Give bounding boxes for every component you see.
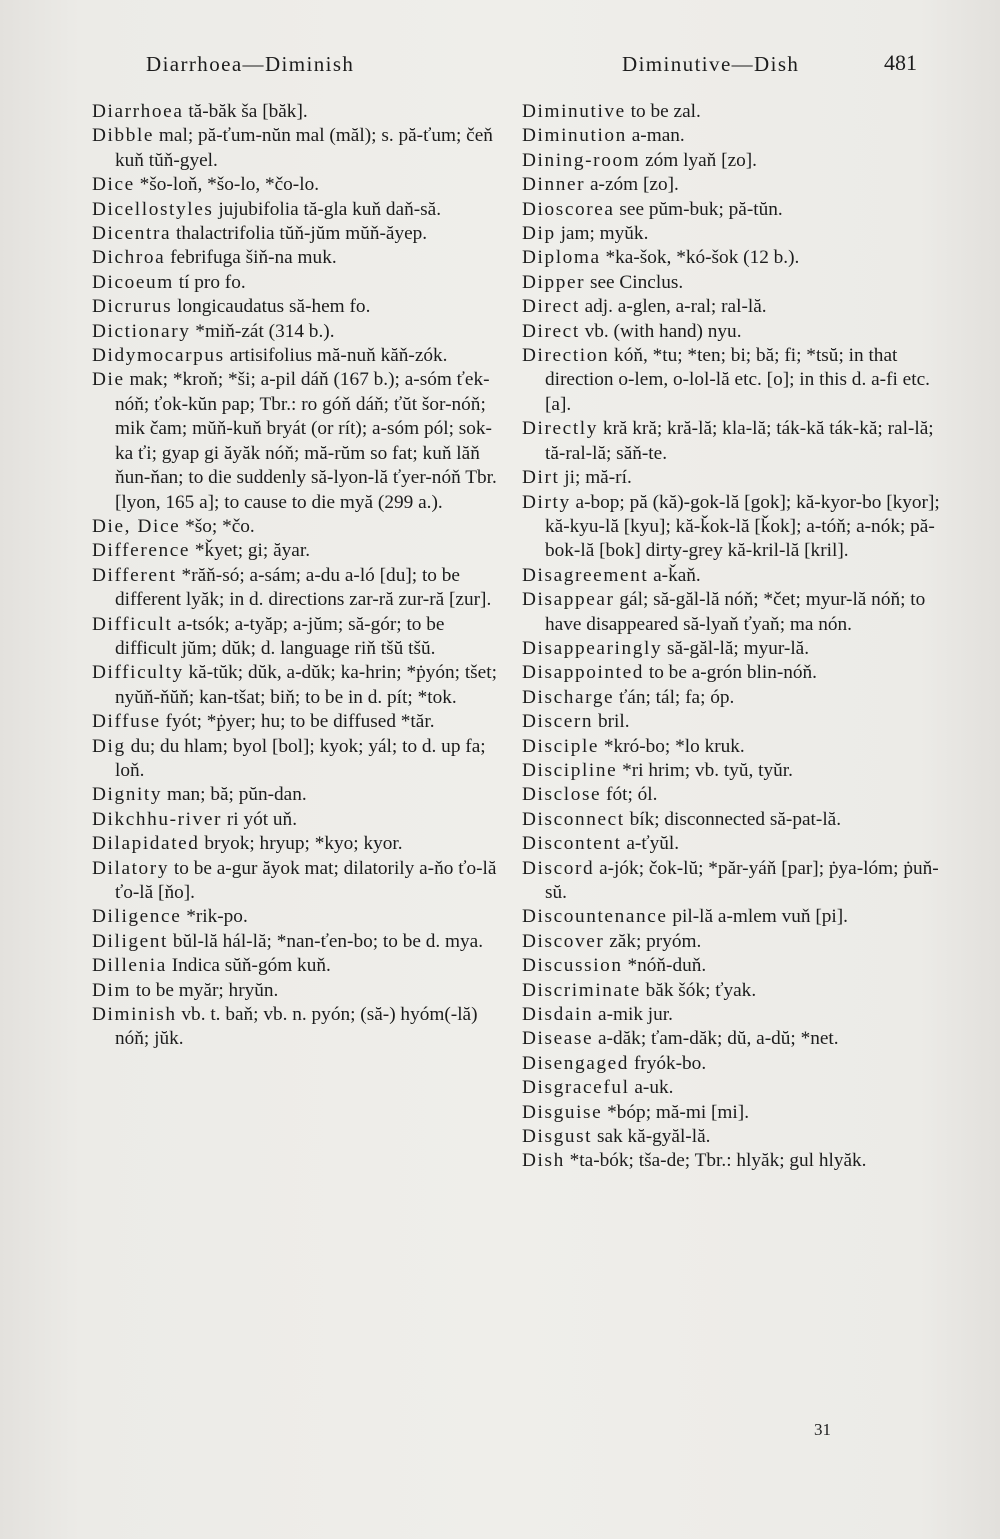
dictionary-entry — [522, 686, 940, 710]
entry-headword: Dignity — [92, 784, 163, 806]
dictionary-entry — [522, 271, 940, 295]
dictionary-entry — [522, 100, 940, 124]
dictionary-entry — [522, 930, 940, 954]
entry-headword: Difficulty — [92, 662, 184, 684]
dictionary-entry — [522, 637, 940, 661]
entry-headword: Dicrurus — [92, 296, 173, 318]
entry-headword: Disappear — [522, 589, 615, 611]
entry-headword: Discriminate — [522, 979, 641, 1001]
dictionary-entry — [92, 832, 502, 856]
signature-mark: 31 — [814, 1420, 831, 1439]
entry-definition: mal; pă-ťum-nŭn mal (măl); s. pă-ťum; čeň kuň tŭň-gyel. — [115, 125, 493, 171]
right-column — [522, 100, 940, 1174]
entry-definition: jujubifolia tă-gla kuň daň-să. — [218, 198, 442, 220]
dictionary-entry — [522, 783, 940, 807]
dictionary-entry — [522, 979, 940, 1003]
entry-headword: Difficult — [92, 613, 173, 635]
entry-headword: Dicentra — [92, 223, 172, 245]
entry-headword: Discharge — [522, 686, 615, 708]
entry-definition: kră kră; kră-lă; kla-lă; ták-kă ták-kă; ral-lă; tă-ral-lă; săň-te. — [545, 418, 934, 464]
entry-definition: *šo-loň, *šo-lo, *čo-lo. — [139, 174, 320, 196]
entry-definition: *šo; *čo. — [185, 515, 255, 537]
entry-headword: Disease — [522, 1028, 594, 1050]
entry-headword: Dip — [522, 223, 556, 245]
entry-headword: Diligent — [92, 930, 168, 952]
entry-definition: pil-lă a-mlem vuň [pi]. — [672, 906, 848, 928]
entry-definition: bŭl-lă hál-lă; *nan-ťen-bo; to be d. mya. — [172, 930, 484, 952]
entry-definition: tă-băk ša [băk]. — [188, 101, 308, 122]
dictionary-entry — [522, 173, 940, 197]
dictionary-entry — [522, 344, 940, 417]
entry-definition: a-dăk; ťam-dăk; dŭ, a-dŭ; *net. — [598, 1028, 839, 1050]
entry-headword: Discover — [522, 930, 605, 952]
dictionary-entry — [92, 295, 502, 319]
dictionary-entry — [522, 905, 940, 929]
entry-definition: see Cinclus. — [589, 271, 684, 293]
entry-definition: zăk; pryóm. — [609, 930, 702, 952]
entry-definition: bryok; hryup; *kyo; kyor. — [204, 833, 403, 855]
dictionary-entry — [92, 783, 502, 807]
dictionary-entry — [92, 1003, 502, 1052]
entry-definition: man; bă; pŭn-dan. — [166, 784, 307, 806]
dictionary-entry — [92, 857, 502, 906]
dictionary-entry — [92, 368, 502, 514]
dictionary-entry — [522, 124, 940, 148]
dictionary-entry — [522, 491, 940, 564]
dictionary-entry — [522, 759, 940, 783]
entry-definition: du; du hlam; byol [bol]; kyok; yál; to d. up fa; loň. — [115, 735, 486, 781]
entry-definition: fyót; *ṗyer; hu; to be diffused *tăr. — [165, 711, 435, 733]
dictionary-entry — [522, 832, 940, 856]
entry-definition: thalactrifolia tŭň-jŭm mŭň-ăyep. — [176, 223, 428, 245]
entry-headword: Dirt — [522, 467, 560, 489]
dictionary-entry — [522, 661, 940, 685]
entry-headword: Dioscorea — [522, 198, 615, 220]
entry-headword: Dibble — [92, 125, 155, 147]
entry-definition: to be a-grón blin-nóň. — [648, 662, 817, 684]
entry-definition: *ri hrim; vb. tyŭ, tyŭr. — [622, 759, 793, 781]
entry-headword: Discontent — [522, 833, 622, 855]
dictionary-entry — [92, 539, 502, 563]
dictionary-entry — [522, 320, 940, 344]
entry-headword: Dice — [92, 174, 135, 196]
running-head-right: Diminutive—Dish — [622, 52, 800, 76]
dictionary-entry — [522, 149, 940, 173]
entry-headword: Dikchhu-river — [92, 808, 223, 830]
entry-definition: a-uk. — [634, 1077, 674, 1099]
dictionary-entry — [522, 1052, 940, 1076]
entry-definition: ťán; tál; fa; óp. — [619, 686, 735, 708]
entry-definition: *ka-šok, *kó-šok (12 b.). — [605, 247, 800, 269]
entry-definition: jam; myŭk. — [560, 223, 649, 245]
dictionary-entry — [92, 930, 502, 954]
entry-headword: Dicellostyles — [92, 198, 214, 220]
entry-headword: Disgraceful — [522, 1077, 630, 1099]
entry-definition: to be zal. — [630, 101, 701, 122]
entry-definition: ji; mă-rí. — [564, 467, 632, 489]
entry-headword: Direction — [522, 345, 610, 367]
entry-headword: Discussion — [522, 955, 623, 977]
dictionary-entry — [522, 1125, 940, 1149]
dictionary-entry — [92, 613, 502, 662]
page-number: 481 — [884, 50, 917, 75]
entry-definition: bril. — [598, 711, 630, 733]
dictionary-entry — [522, 417, 940, 466]
dictionary-entry — [522, 808, 940, 832]
entry-definition: to be myăr; hryŭn. — [135, 979, 279, 1001]
dictionary-entry — [522, 198, 940, 222]
entry-definition: vb. t. baň; vb. n. pyón; (să-) hyóm(-lă) nóň; jŭk. — [115, 1004, 478, 1050]
entry-definition: *răň-só; a-sám; a-du a-ló [du]; to be different lyăk; in d. directions zar-ră zur-ră [zur]. — [115, 564, 492, 611]
entry-headword: Dichroa — [92, 247, 166, 269]
entry-headword: Diminutive — [522, 101, 626, 122]
entry-headword: Discountenance — [522, 906, 668, 928]
entry-headword: Diffuse — [92, 711, 161, 733]
dictionary-entry — [92, 979, 502, 1003]
dictionary-entry — [522, 1101, 940, 1125]
dictionary-entry — [522, 1076, 940, 1100]
dictionary-entry — [92, 320, 502, 344]
dictionary-entry — [92, 271, 502, 295]
entry-headword: Dim — [92, 979, 132, 1001]
dictionary-entry — [92, 735, 502, 784]
dictionary-entry — [522, 1003, 940, 1027]
entry-headword: Dipper — [522, 271, 586, 293]
entry-headword: Direct — [522, 296, 580, 318]
entry-headword: Dilatory — [92, 857, 170, 879]
entry-headword: Didymocarpus — [92, 345, 225, 367]
entry-headword: Diminish — [92, 1004, 177, 1026]
dictionary-entry — [522, 1149, 940, 1173]
dictionary-entry — [92, 515, 502, 539]
entry-definition: *nóň-duň. — [627, 955, 707, 977]
dictionary-entry — [92, 246, 502, 270]
entry-headword: Diploma — [522, 247, 601, 269]
dictionary-entry — [92, 808, 502, 832]
entry-headword: Dining-room — [522, 149, 641, 171]
entry-headword: Diminution — [522, 125, 627, 147]
entry-definition: *ta-bók; tša-de; Tbr.: hlyăk; gul hlyăk. — [569, 1150, 867, 1172]
dictionary-entry — [522, 246, 940, 270]
entry-headword: Die — [92, 369, 125, 391]
entry-definition: to be a-gur ăyok mat; dilatorily a-ňo ťo-lă ťo-lă [ňo]. — [115, 857, 497, 903]
entry-definition: mak; *kroň; *ši; a-pil dáň (167 b.); a-sóm ťek-nóň; ťok-kŭn pap; Tbr.: ro góň dáň; ťŭt šor-nóň; mik čam; mŭň-kuň bryát (or rít); a-sóm pól; sok-ka ťi; gyap gi ăyăk nóň; mă-rŭm so fat; kuň lăň ňun-ňan; to die suddenly să-lyon-lă ťyer-nóň Tbr. [lyon, 165 a]; to cause to die myă (299 a.). — [115, 369, 497, 513]
dictionary-entry — [92, 173, 502, 197]
entry-headword: Disconnect — [522, 808, 625, 830]
entry-definition: a-tsók; a-tyăp; a-jŭm; să-gór; to be difficult jŭm; dŭk; d. language riň tšŭ tšŭ. — [115, 613, 445, 659]
dictionary-entry — [92, 661, 502, 710]
entry-headword: Dig — [92, 735, 126, 757]
dictionary-entry — [92, 222, 502, 246]
entry-definition: *bóp; mă-mi [mi]. — [607, 1101, 750, 1123]
dictionary-entry — [92, 124, 502, 173]
entry-headword: Disappointed — [522, 662, 645, 684]
dictionary-entry — [522, 735, 940, 759]
entry-definition: fryók-bo. — [633, 1052, 707, 1074]
running-head-left: Diarrhoea—Diminish — [146, 52, 355, 76]
entry-definition: a-ǩaň. — [653, 564, 701, 586]
dictionary-entry — [92, 344, 502, 368]
dictionary-entry — [522, 954, 940, 978]
dictionary-entry — [522, 222, 940, 246]
entry-headword: Disciple — [522, 735, 600, 757]
entry-headword: Different — [92, 564, 177, 586]
entry-headword: Disagreement — [522, 564, 649, 586]
entry-headword: Discord — [522, 857, 595, 879]
entry-headword: Discern — [522, 711, 594, 733]
entry-headword: Disappearingly — [522, 637, 663, 659]
entry-definition: a-zóm [zo]. — [589, 174, 679, 196]
entry-definition: febrifuga šiň-na muk. — [170, 247, 337, 269]
entry-headword: Directly — [522, 418, 598, 440]
dictionary-entry — [92, 954, 502, 978]
entry-headword: Diligence — [92, 906, 182, 928]
entry-headword: Dinner — [522, 174, 586, 196]
dictionary-entry — [522, 1027, 940, 1051]
dictionary-entry — [92, 905, 502, 929]
entry-definition: a-bop; pă (kă)-gok-lă [gok]; kă-kyor-bo [kyor]; kă-kyu-lă [kyu]; kă-ǩok-lă [ǩok]; a-tóň; a-nók; pă-bok-lă [bok] dirty-grey kă-kril-lă [kril]. — [545, 491, 940, 562]
entry-definition: kóň, *tu; *ten; bi; bă; fi; *tsŭ; in that direction o-lem, o-lol-lă etc. [o]; in this d. a-fi etc. [a]. — [545, 345, 930, 415]
entry-headword: Diarrhoea — [92, 101, 184, 122]
entry-definition: vb. (with hand) nyu. — [584, 320, 742, 342]
entry-definition: a-ťyŭl. — [626, 833, 680, 855]
left-column — [92, 100, 502, 1052]
entry-definition: *kró-bo; *lo kruk. — [603, 735, 745, 757]
entry-definition: tí pro fo. — [178, 271, 246, 293]
entry-headword: Direct — [522, 320, 580, 342]
entry-headword: Disengaged — [522, 1052, 630, 1074]
entry-definition: a-man. — [631, 125, 685, 147]
entry-headword: Dictionary — [92, 320, 191, 342]
dictionary-entry — [92, 100, 502, 124]
entry-headword: Die, Dice — [92, 515, 181, 537]
entry-headword: Difference — [92, 540, 191, 562]
entry-headword: Disgust — [522, 1126, 593, 1148]
dictionary-entry — [522, 588, 940, 637]
entry-definition: *ǩyet; gi; ăyar. — [194, 540, 311, 562]
entry-headword: Disclose — [522, 784, 602, 806]
entry-definition: zóm lyaň [zo]. — [645, 149, 758, 171]
entry-headword: Discipline — [522, 759, 618, 781]
entry-headword: Dillenia — [92, 955, 167, 977]
entry-definition: artisifolius mă-nuň kăň-zók. — [229, 345, 448, 367]
entry-headword: Dish — [522, 1150, 565, 1172]
entry-definition: ri yót uň. — [226, 808, 298, 830]
dictionary-entry — [522, 466, 940, 490]
entry-definition: adj. a-glen, a-ral; ral-lă. — [584, 296, 767, 318]
dictionary-entry — [522, 295, 940, 319]
entry-headword: Dicoeum — [92, 271, 174, 293]
entry-definition: *miň-zát (314 b.). — [195, 320, 335, 342]
entry-definition: sak kă-gyăl-lă. — [596, 1126, 711, 1148]
entry-definition: să-găl-lă; myur-lă. — [667, 637, 810, 659]
entry-definition: a-mik jur. — [598, 1004, 673, 1026]
entry-headword: Disdain — [522, 1004, 594, 1026]
entry-definition: see pŭm-buk; pă-tŭn. — [619, 198, 783, 220]
dictionary-entry — [522, 710, 940, 734]
entry-headword: Dirty — [522, 491, 571, 513]
entry-definition: kă-tŭk; dŭk, a-dŭk; ka-hrin; *ṗyón; tšet; nyŭň-ňŭň; kan-tšat; biň; to be in d. pít; *tok. — [115, 662, 497, 708]
entry-definition: gál; să-găl-lă nóň; *čet; myur-lă nóň; to have disappeared să-lyaň ťyaň; ma nón. — [545, 589, 926, 635]
entry-definition: fót; ól. — [606, 784, 658, 806]
entry-definition: longicaudatus să-hem fo. — [177, 296, 371, 318]
dictionary-entry — [92, 198, 502, 222]
entry-definition: *rik-po. — [186, 906, 248, 928]
dictionary-entry — [92, 564, 502, 613]
entry-headword: Dilapidated — [92, 833, 200, 855]
entry-definition: bík; disconnected să-pat-lă. — [629, 808, 842, 830]
entry-definition: Indica sŭň-góm kuň. — [171, 955, 331, 977]
entry-headword: Disguise — [522, 1101, 603, 1123]
entry-definition: băk šók; ťyak. — [645, 979, 757, 1001]
dictionary-entry — [92, 710, 502, 734]
entry-definition: a-jók; čok-lŭ; *păr-yáň [par]; ṗya-lóm; ṗuň-sŭ. — [545, 857, 939, 903]
dictionary-entry — [522, 564, 940, 588]
dictionary-entry — [522, 857, 940, 906]
